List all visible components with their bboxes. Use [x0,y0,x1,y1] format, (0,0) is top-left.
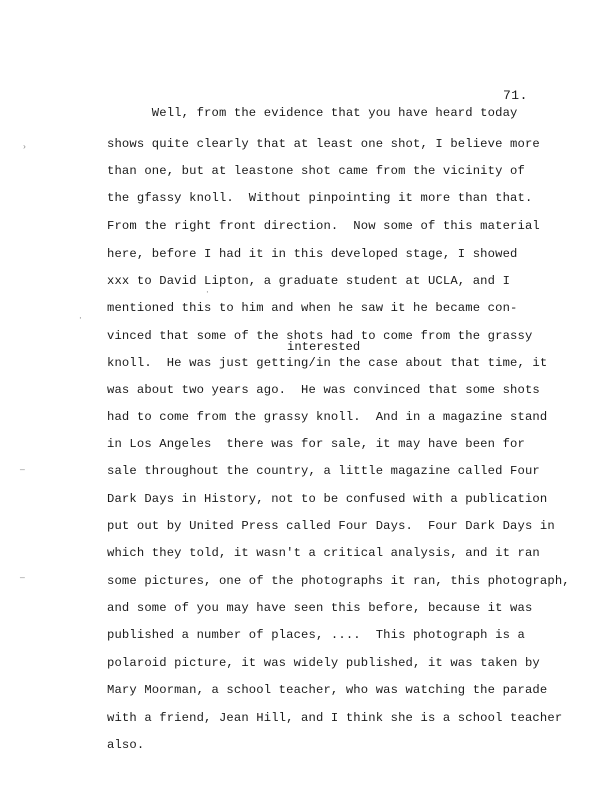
text-line: Mary Moorman, a school teacher, who was watching the parade [107,683,548,697]
page-number: 71. [503,88,528,103]
text-line: vinced that some of the shots had to come from the grassy [107,329,533,343]
text-line: Dark Days in History, not to be confused with a publication [107,492,548,506]
text-line: knoll. He was just getting/in the case about that time, it [107,356,548,370]
text-line: xxx to David Lipton, a graduate student at UCLA, and I [107,274,511,288]
text-line: put out by United Press called Four Days. Four Dark Days in [107,519,555,533]
text-line: published a number of places, .... This photograph is a [107,628,525,642]
text-line: From the right front direction. Now some of this material [107,219,540,233]
text-line: in Los Angeles there was for sale, it may have been for [107,437,525,451]
margin-mark: — [20,574,25,583]
text-line: the gfassy knoll. Without pinpointing it more than that. [107,191,533,205]
text-line: here, before I had it in this developed stage, I showed [107,247,518,261]
text-line: sale throughout the country, a little magazine called Four [107,464,540,478]
text-line: polaroid picture, it was widely published, it was taken by [107,656,540,670]
text-line: and some of you may have seen this before, because it was [107,601,533,615]
margin-mark: · [78,314,83,323]
interlinear-insert: interested [287,340,361,354]
text-line: Well, from the evidence that you have heard today [107,106,518,120]
margin-mark: › [22,143,27,152]
text-line: with a friend, Jean Hill, and I think she is a school teacher [107,711,563,725]
text-line: had to come from the grassy knoll. And in a magazine stand [107,410,548,424]
text-line: than one, but at leastone shot came from the vicinity of [107,164,525,178]
text-line: mentioned this to him and when he saw it he became con- [107,301,518,315]
text-line: which they told, it wasn't a critical analysis, and it ran [107,546,540,560]
text-line: some pictures, one of the photographs it ran, this photograph, [107,574,570,588]
margin-mark: · [205,288,210,297]
text-line: was about two years ago. He was convinced that some shots [107,383,540,397]
margin-mark: — [20,466,25,475]
text-line: also. [107,738,145,752]
text-line: shows quite clearly that at least one shot, I believe more [107,137,540,151]
